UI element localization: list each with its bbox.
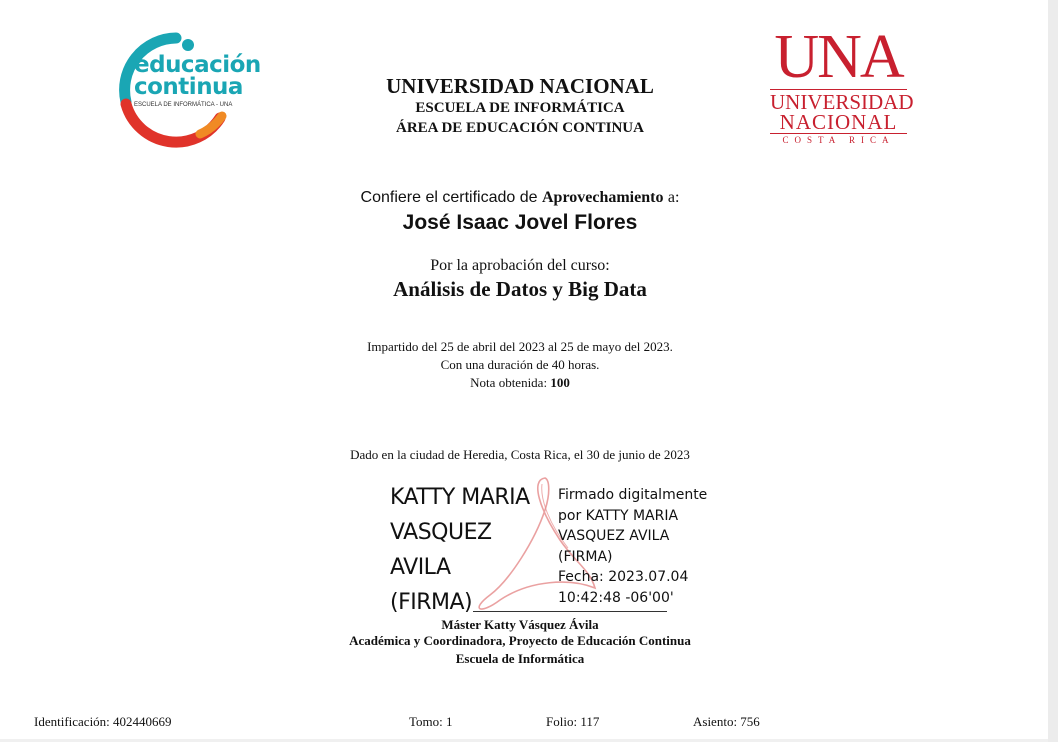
asiento-number: Asiento: 756 [693, 714, 760, 729]
una-line-universidad: UNIVERSIDAD [770, 90, 914, 114]
issue-statement: Dado en la ciudad de Heredia, Costa Rica, el 30 de junio de 2023 [350, 447, 690, 462]
grade-value: 100 [550, 375, 570, 390]
signature-info-line: Firmado digitalmente [558, 487, 708, 503]
course-intro: Por la aprobación del curso: [430, 257, 610, 274]
university-title: UNIVERSIDAD NACIONAL [386, 74, 654, 98]
una-wordmark: UNA [774, 23, 903, 91]
signature-name-line: AVILA [390, 555, 451, 580]
confers-line [0, 189, 1040, 207]
logo-subtitle: ESCUELA DE INFORMÁTICA - UNA [134, 102, 233, 108]
grade-line [0, 375, 1040, 391]
signer-title: Máster Katty Vásquez Ávila [441, 617, 599, 632]
grade-label: Nota obtenida: [470, 375, 548, 390]
scrollbar[interactable] [1048, 0, 1058, 742]
certificate-type: Aprovechamiento [541, 189, 664, 206]
recipient-name: José Isaac Jovel Flores [402, 211, 638, 234]
signature-info-line: por KATTY MARIA [558, 507, 679, 524]
logo-line-educacion: educación [134, 52, 261, 78]
signature-name-line: VASQUEZ [390, 520, 492, 545]
confers-prefix: Confiere el certificado de [360, 189, 538, 206]
course-duration: Con una duración de 40 horas. [440, 357, 600, 372]
area-title: ÁREA DE EDUCACIÓN CONTINUA [396, 120, 644, 136]
signature-name-line: (FIRMA) [390, 590, 473, 615]
school-title: ESCUELA DE INFORMÁTICA [415, 100, 625, 116]
course-name: Análisis de Datos y Big Data [393, 277, 647, 301]
una-line-nacional: NACIONAL [779, 110, 898, 134]
signer-school: Escuela de Informática [455, 651, 585, 666]
signature-info-line: VASQUEZ AVILA [558, 528, 670, 544]
confers-suffix: a: [667, 189, 680, 206]
course-dates: Impartido del 25 de abril del 2023 al 25 de mayo del 2023. [367, 339, 673, 354]
folio-number: Folio: 117 [546, 714, 600, 729]
signature-info-line: Fecha: 2023.07.04 [558, 569, 689, 585]
signature-name [390, 480, 530, 620]
digital-signature[interactable] [390, 476, 730, 616]
signature-underline [473, 611, 667, 612]
logo-line-continua: continua [134, 74, 243, 100]
signature-details [558, 485, 707, 608]
signer-role: Académica y Coordinadora, Proyecto de Educación Continua [349, 633, 691, 648]
signature-name-line: KATTY MARIA [390, 485, 530, 510]
identification-number: Identificación: 402440669 [34, 714, 172, 729]
tomo-number: Tomo: 1 [409, 714, 453, 729]
signature-info-line: 10:42:48 -06'00' [558, 589, 674, 606]
signature-info-line: (FIRMA) [558, 548, 613, 565]
una-line-costa-rica: COSTA RICA [770, 133, 907, 145]
